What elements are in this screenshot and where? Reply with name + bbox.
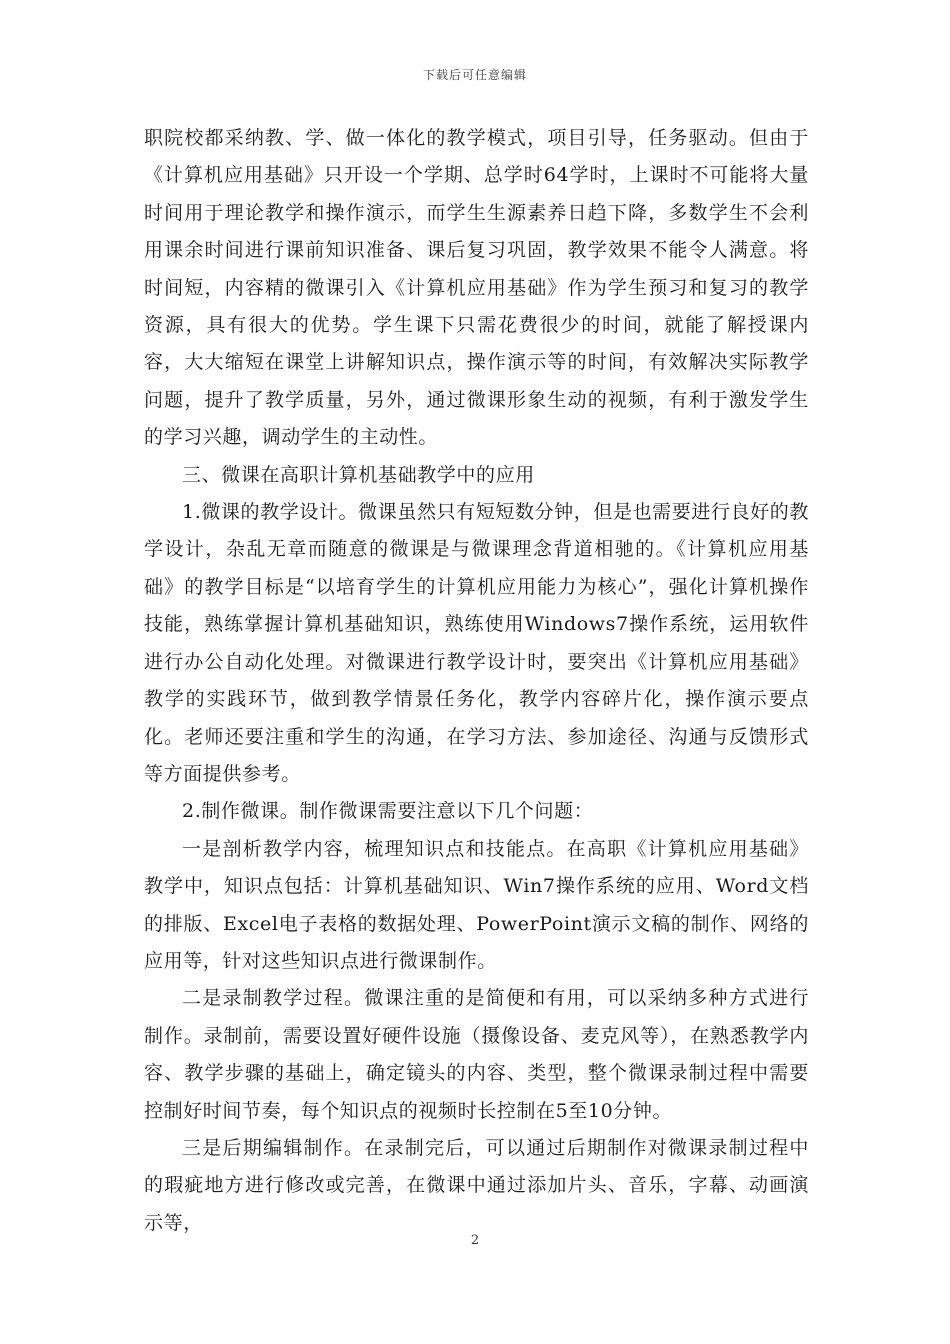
paragraph-teaching-design: 1.微课的教学设计。微课虽然只有短短数分钟，但是也需要进行良好的教学设计，杂乱无章而随意的微课是与微课理念背道相驰的。《计算机应用基础》的教学目标是“以培育学生的计算机应用能力为核心”，强化计算机操作技能，熟练掌握计算机基础知识，熟练使用Windows7操作系统，运用软件进行办公自动化处理。对微课进行教学设计时，要突出《计算机应用基础》教学的实践环节，做到教学情景任务化，教学内容碎片化，操作演示要点化。老师还要注重和学生的沟通，在学习方法、参加途径、沟通与反馈形式等方面提供参考。: [144, 501, 809, 785]
document-body: [144, 120, 809, 1242]
page-number: 2: [470, 1233, 480, 1248]
paragraph-intro-continued: 职院校都采纳教、学、做一体化的教学模式，项目引导，任务驱动。但由于《计算机应用基础》只开设一个学期、总学时64学时，上课时不可能将大量时间用于理论教学和操作演示，而学生生源素养日趋下降，多数学生不会利用课余时间进行课前知识准备、课后复习巩固，教学效果不能令人满意。将时间短，内容精的微课引入《计算机应用基础》作为学生预习和复习的教学资源，具有很大的优势。学生课下只需花费很少的时间，就能了解授课内容，大大缩短在课堂上讲解知识点，操作演示等的时间，有效解决实际教学问题，提升了教学质量，另外，通过微课形象生动的视频，有利于激发学生的学习兴趣，调动学生的主动性。: [144, 127, 809, 449]
paragraph-point-three: 三是后期编辑制作。在录制完后，可以通过后期制作对微课录制过程中的瑕疵地方进行修改或完善，在微课中通过添加片头、音乐，字幕、动画演示等，: [144, 1136, 809, 1234]
paragraph-making-microlessons: 2.制作微课。制作微课需要注意以下几个问题：: [182, 800, 594, 823]
paragraph-point-two: 二是录制教学过程。微课注重的是简便和有用，可以采纳多种方式进行制作。录制前，需要设置好硬件设施（摄像设备、麦克风等），在熟悉教学内容、教学步骤的基础上，确定镜头的内容、类型，整个微课录制过程中需要控制好时间节奏，每个知识点的视频时长控制在5至10分钟。: [144, 987, 809, 1122]
paragraph-point-one: 一是剖析教学内容，梳理知识点和技能点。在高职《计算机应用基础》教学中，知识点包括：计算机基础知识、Win7操作系统的应用、Word文档的排版、Excel电子表格的数据处理、PowerPoint演示文稿的制作、网络的应用等，针对这些知识点进行微课制作。: [144, 837, 809, 972]
page-header: 下载后可任意编辑: [422, 68, 527, 82]
section-heading: 三、微课在高职计算机基础教学中的应用: [182, 463, 535, 486]
